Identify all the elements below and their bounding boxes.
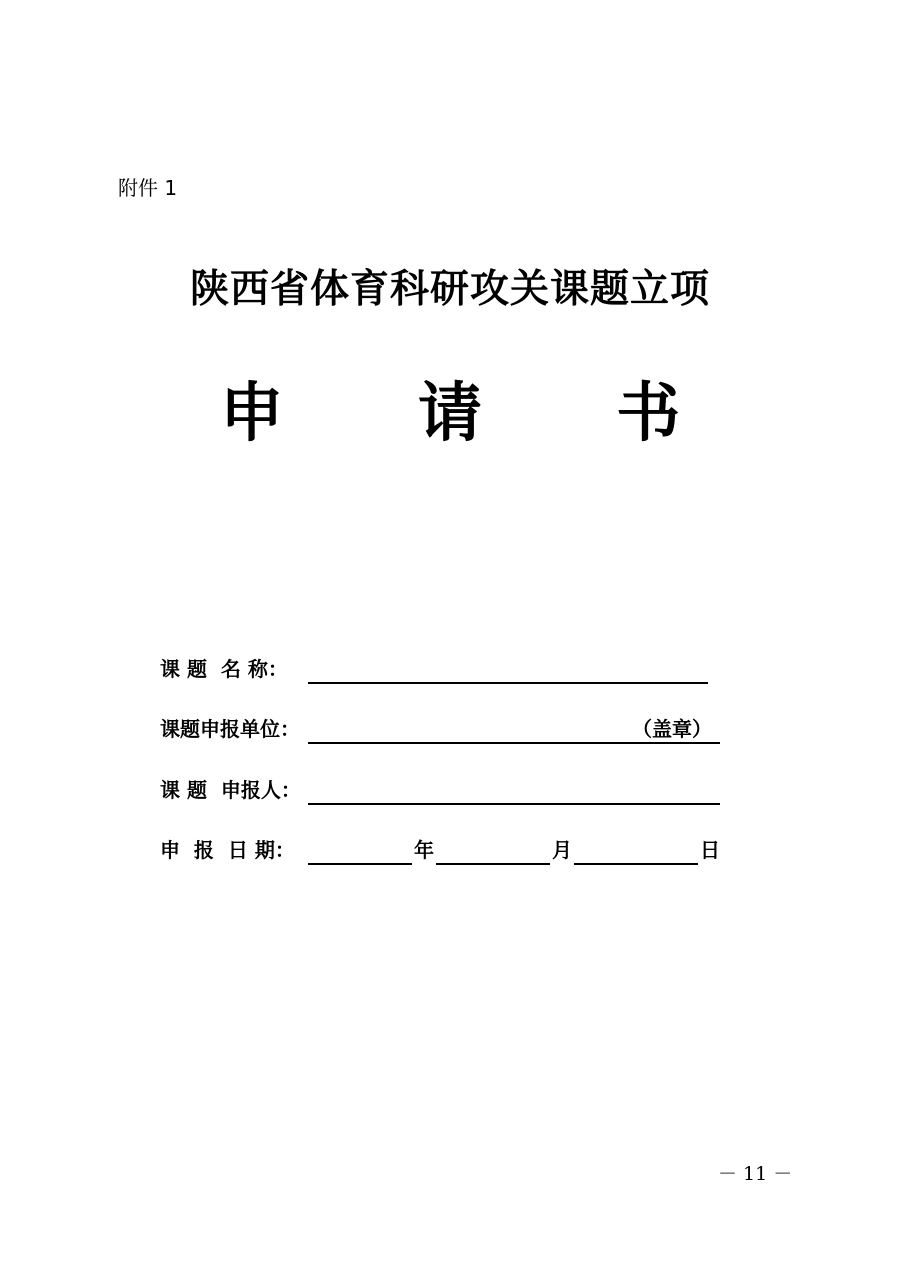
day-label: 日	[700, 838, 720, 862]
year-label: 年	[414, 838, 434, 862]
applicant-unit-label: 课题申报单位：	[160, 717, 300, 741]
topic-name-input-line[interactable]	[308, 682, 708, 684]
applicant-unit-field	[160, 715, 722, 745]
applicant-person-label: 课 题 申报人：	[160, 778, 301, 802]
application-date-field	[160, 836, 722, 866]
topic-name-label: 课 题 名 称：	[160, 657, 288, 681]
month-label: 月	[552, 838, 572, 862]
seal-note: （盖章）	[632, 717, 712, 741]
day-input-line[interactable]	[574, 863, 698, 865]
topic-name-field	[160, 655, 720, 685]
page-number: － 11 －	[718, 1163, 793, 1185]
document-title: 陕西省体育科研攻关课题立项	[189, 266, 710, 312]
applicant-person-field	[160, 776, 722, 806]
year-input-line[interactable]	[308, 863, 412, 865]
document-subtitle: 申 请 书	[219, 376, 737, 451]
attachment-label: 附件 1	[118, 176, 178, 200]
application-date-label: 申 报 日 期：	[160, 838, 295, 862]
month-input-line[interactable]	[436, 863, 550, 865]
applicant-person-input-line[interactable]	[308, 803, 720, 805]
